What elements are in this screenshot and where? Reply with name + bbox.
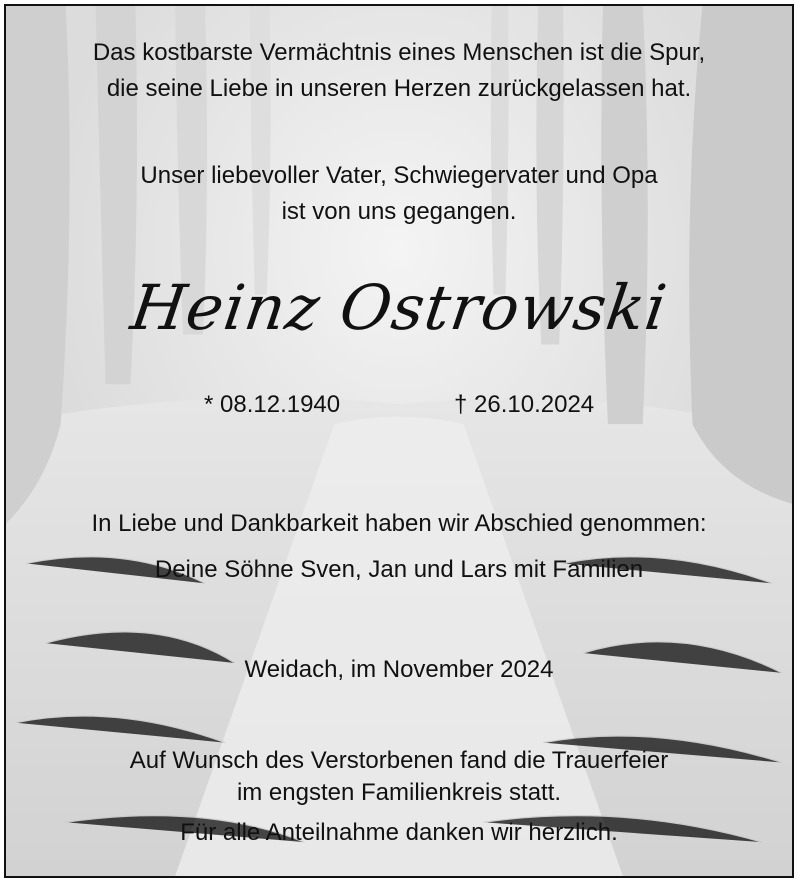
deceased-name: Heinz Ostrowski xyxy=(126,271,672,344)
farewell-line-2: Deine Söhne Sven, Jan und Lars mit Familien xyxy=(154,556,644,583)
death-date: † 26.10.2024 xyxy=(454,391,595,418)
closing-line-3: Für alle Anteilnahme danken wir herzlich. xyxy=(180,819,618,846)
life-dates xyxy=(6,390,792,420)
intro-line-1: Unser liebevoller Vater, Schwiegervater und Opa xyxy=(140,162,658,189)
closing-line-2: im engsten Familienkreis statt. xyxy=(236,779,562,806)
farewell-line-1: In Liebe und Dankbarkeit haben wir Abschied genommen: xyxy=(91,510,707,537)
closing-line-1: Auf Wunsch des Verstorbenen fand die Trauerfeier xyxy=(129,747,669,774)
obituary-notice xyxy=(4,4,794,878)
intro-line-2: ist von uns gegangen. xyxy=(281,198,517,225)
notice-text xyxy=(6,6,792,876)
quote-line-1: Das kostbarste Vermächtnis eines Menschen ist die Spur, xyxy=(92,39,706,66)
quote-line-2: die seine Liebe in unseren Herzen zurückgelassen hat. xyxy=(106,75,692,102)
place-date: Weidach, im November 2024 xyxy=(244,656,554,683)
birth-date: * 08.12.1940 xyxy=(204,391,341,418)
